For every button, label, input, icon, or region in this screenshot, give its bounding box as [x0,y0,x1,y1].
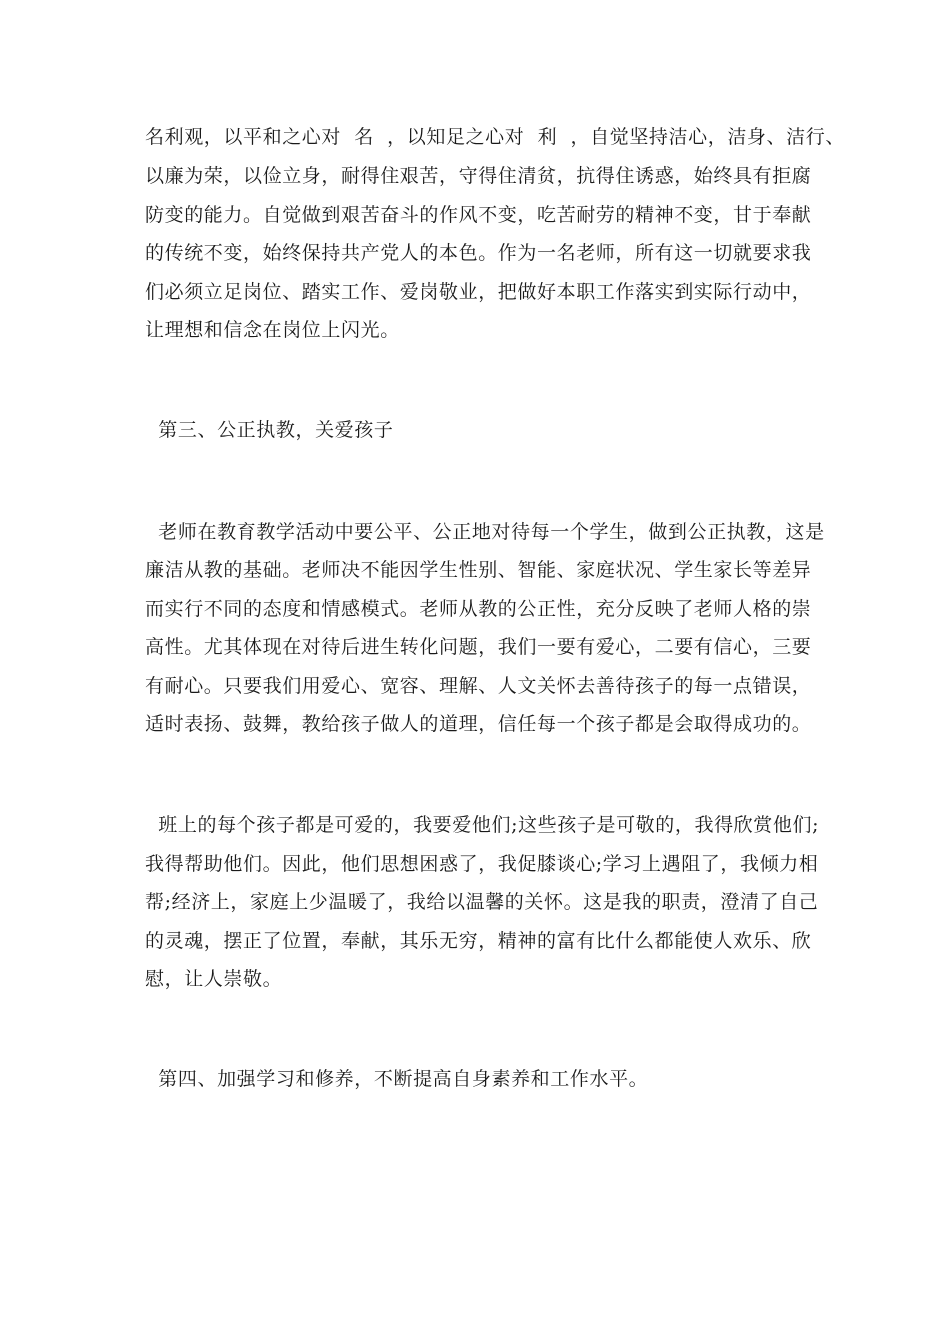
paragraph-2-line-4: 高性。尤其体现在对待后进生转化问题，我们一要有爱心，二要有信心，三要 [145,636,812,658]
paragraph-1-line-4: 的传统不变，始终保持共产党人的本色。作为一名老师，所有这一切就要求我 [145,242,812,264]
paragraph-2-line-5: 有耐心。只要我们用爱心、宽容、理解、人文关怀去善待孩子的每一点错误， [145,675,812,697]
paragraph-2-line-1: 老师在教育教学活动中要公平、公正地对待每一个学生，做到公正执教，这是 [145,521,825,543]
paragraph-3-line-4: 的灵魂，摆正了位置，奉献，其乐无穷，精神的富有比什么都能使人欢乐、欣 [145,930,812,952]
paragraph-3-line-2: 我得帮助他们。因此，他们思想困惑了，我促膝谈心;学习上遇阻了，我倾力相 [145,853,819,875]
paragraph-1-line-2: 以廉为荣，以俭立身，耐得住艰苦，守得住清贫，抗得住诱惑，始终具有拒腐 [145,165,812,187]
paragraph-3-line-3: 帮;经济上，家庭上少温暖了，我给以温馨的关怀。这是我的职责，澄清了自己 [145,891,819,913]
paragraph-2-line-6: 适时表扬、鼓舞，教给孩子做人的道理，信任每一个孩子都是会取得成功的。 [145,713,812,735]
paragraph-1-line-6: 让理想和信念在岗位上闪光。 [145,319,400,341]
paragraph-2-line-2: 廉洁从教的基础。老师决不能因学生性别、智能、家庭状况、学生家长等差异 [145,559,812,581]
paragraph-1-line-1: 名利观，以平和之心对 名 ，以知足之心对 利 ，自觉坚持洁心，洁身、洁行、 [145,126,845,148]
section-heading-4: 第四、加强学习和修养，不断提高自身素养和工作水平。 [145,1068,649,1090]
paragraph-1-line-3: 防变的能力。自觉做到艰苦奋斗的作风不变，吃苦耐劳的精神不变，甘于奉献 [145,204,812,226]
paragraph-1-line-5: 们必须立足岗位、踏实工作、爱岗敬业，把做好本职工作落实到实际行动中， [145,281,812,303]
paragraph-3-line-5: 慰，让人崇敬。 [145,968,283,990]
section-heading-3: 第三、公正执教，关爱孩子 [145,419,394,441]
paragraph-3-line-1: 班上的每个孩子都是可爱的，我要爱他们;这些孩子是可敬的，我得欣赏他们; [145,814,820,836]
paragraph-2-line-3: 而实行不同的态度和情感模式。老师从教的公正性，充分反映了老师人格的崇 [145,598,812,620]
